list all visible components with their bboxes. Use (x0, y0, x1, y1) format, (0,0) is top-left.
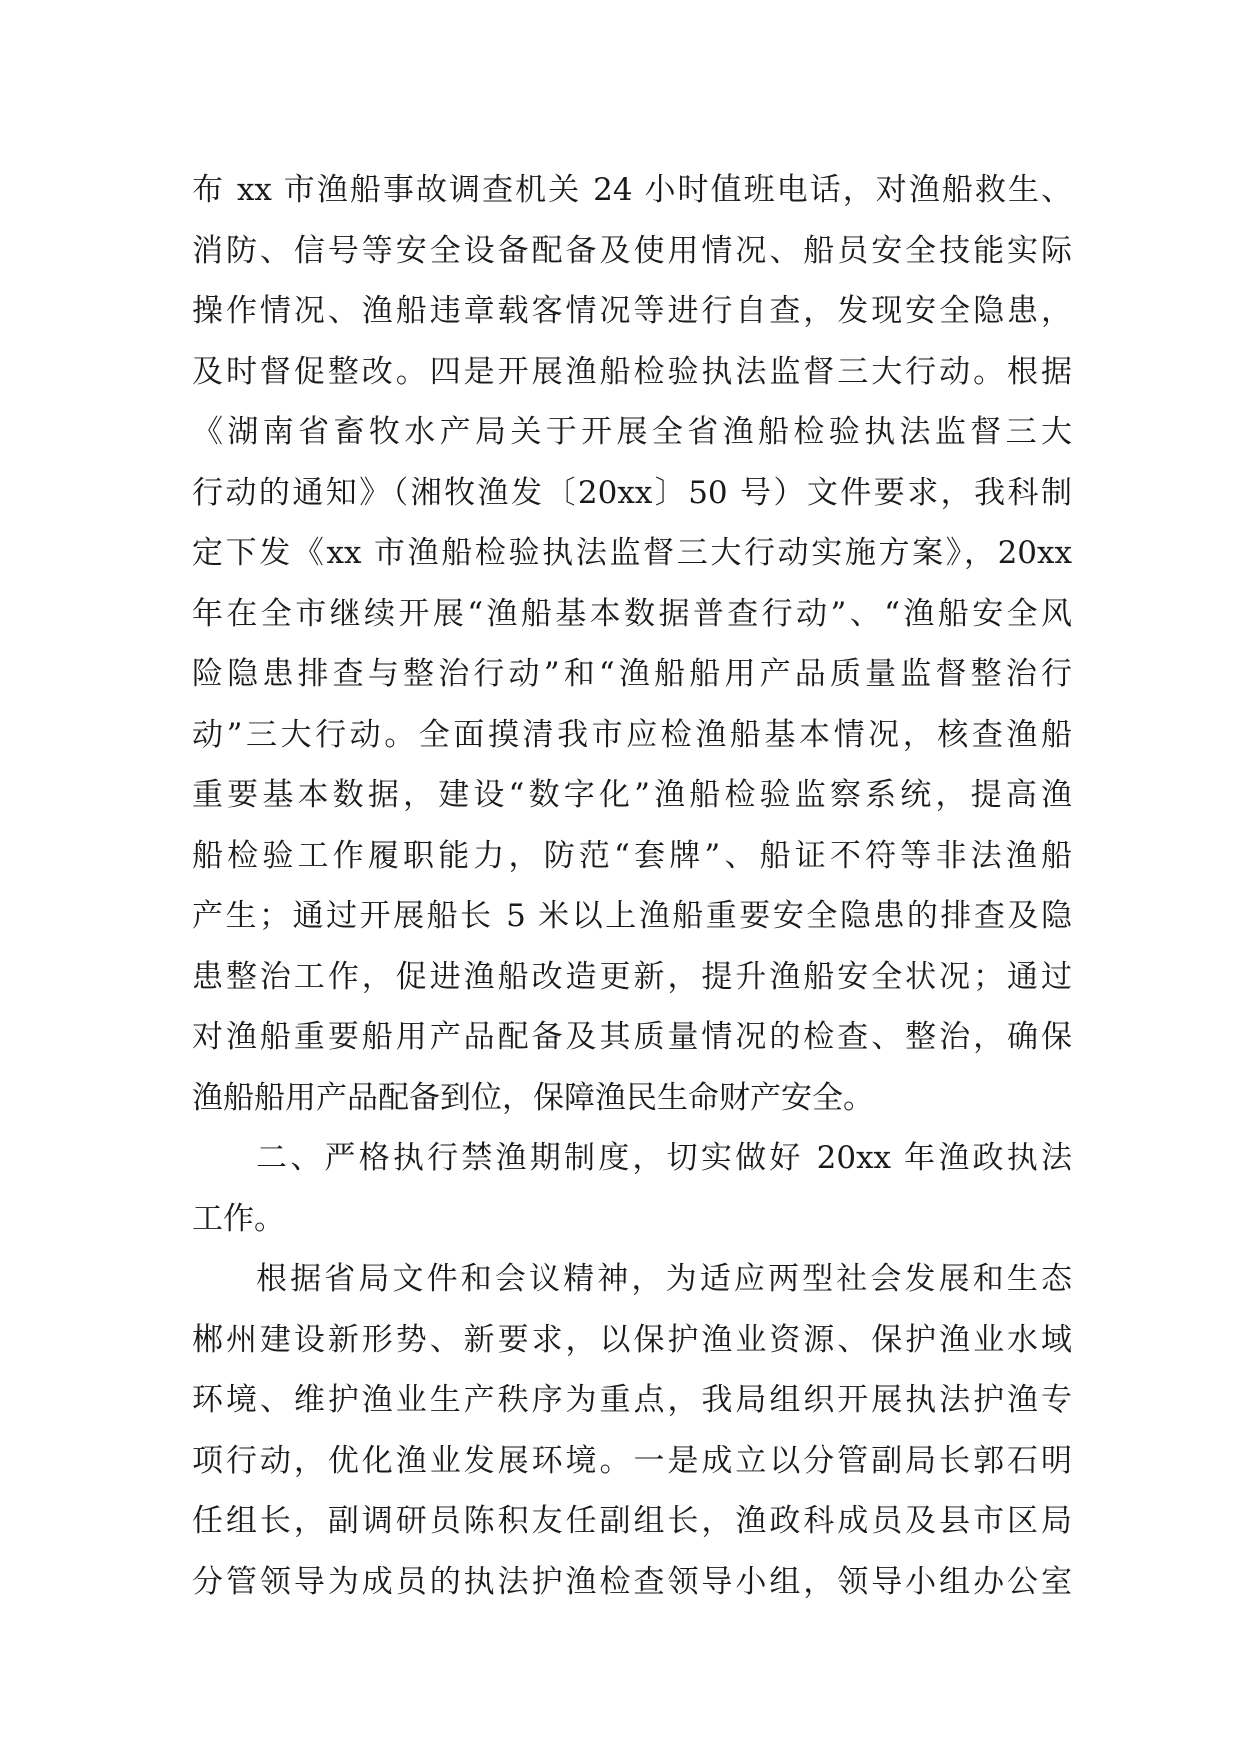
text-line: 根据省局文件和会议精神，为适应两型社会发展和生态 (256, 1261, 1072, 1297)
text-line: 重要基本数据，建设“数字化”渔船检验监察系统，提高渔 (192, 777, 1072, 813)
text-line: 分管领导为成员的执法护渔检查领导小组，领导小组办公室 (192, 1563, 1072, 1600)
text-line: 险隐患排查与整治行动”和“渔船船用产品质量监督整治行 (192, 656, 1072, 692)
text-line: 郴州建设新形势、新要求，以保护渔业资源、保护渔业水域 (192, 1321, 1072, 1358)
text-line: 工作。 (192, 1200, 285, 1237)
text-line: 动”三大行动。全面摸清我市应检渔船基本情况，核查渔船 (192, 716, 1072, 753)
text-line: 渔船船用产品配备到位，保障渔民生命财产安全。 (192, 1079, 874, 1116)
text-line: 产生；通过开展船长 5 米以上渔船重要安全隐患的排查及隐 (192, 898, 1072, 934)
text-line: 《湖南省畜牧水产局关于开展全省渔船检验执法监督三大 (192, 414, 1072, 450)
text-line: 布 xx 市渔船事故调查机关 24 小时值班电话，对渔船救生、 (192, 172, 1072, 208)
text-line: 项行动，优化渔业发展环境。一是成立以分管副局长郭石明 (192, 1442, 1072, 1479)
text-line: 患整治工作，促进渔船改造更新，提升渔船安全状况；通过 (192, 958, 1072, 995)
text-line: 对渔船重要船用产品配备及其质量情况的检查、整治，确保 (192, 1019, 1072, 1055)
text-line: 及时督促整改。四是开展渔船检验执法监督三大行动。根据 (192, 353, 1072, 390)
text-line: 任组长，副调研员陈积友任副组长，渔政科成员及县市区局 (192, 1503, 1072, 1539)
text-line: 定下发《xx 市渔船检验执法监督三大行动实施方案》，20xx (192, 535, 1072, 571)
text-line: 船检验工作履职能力，防范“套牌”、船证不符等非法渔船 (192, 837, 1072, 874)
text-line: 消防、信号等安全设备配备及使用情况、船员安全技能实际 (192, 232, 1072, 269)
text-line: 行动的通知》（湘牧渔发〔20xx〕50 号）文件要求，我科制 (192, 474, 1072, 511)
text-line: 年在全市继续开展“渔船基本数据普查行动”、“渔船安全风 (192, 595, 1072, 632)
text-line: 环境、维护渔业生产秩序为重点，我局组织开展执法护渔专 (192, 1382, 1072, 1418)
text-line: 二、严格执行禁渔期制度，切实做好 20xx 年渔政执法 (256, 1140, 1072, 1176)
text-line: 操作情况、渔船违章载客情况等进行自查，发现安全隐患， (192, 293, 1072, 329)
document-body (192, 160, 1072, 1612)
